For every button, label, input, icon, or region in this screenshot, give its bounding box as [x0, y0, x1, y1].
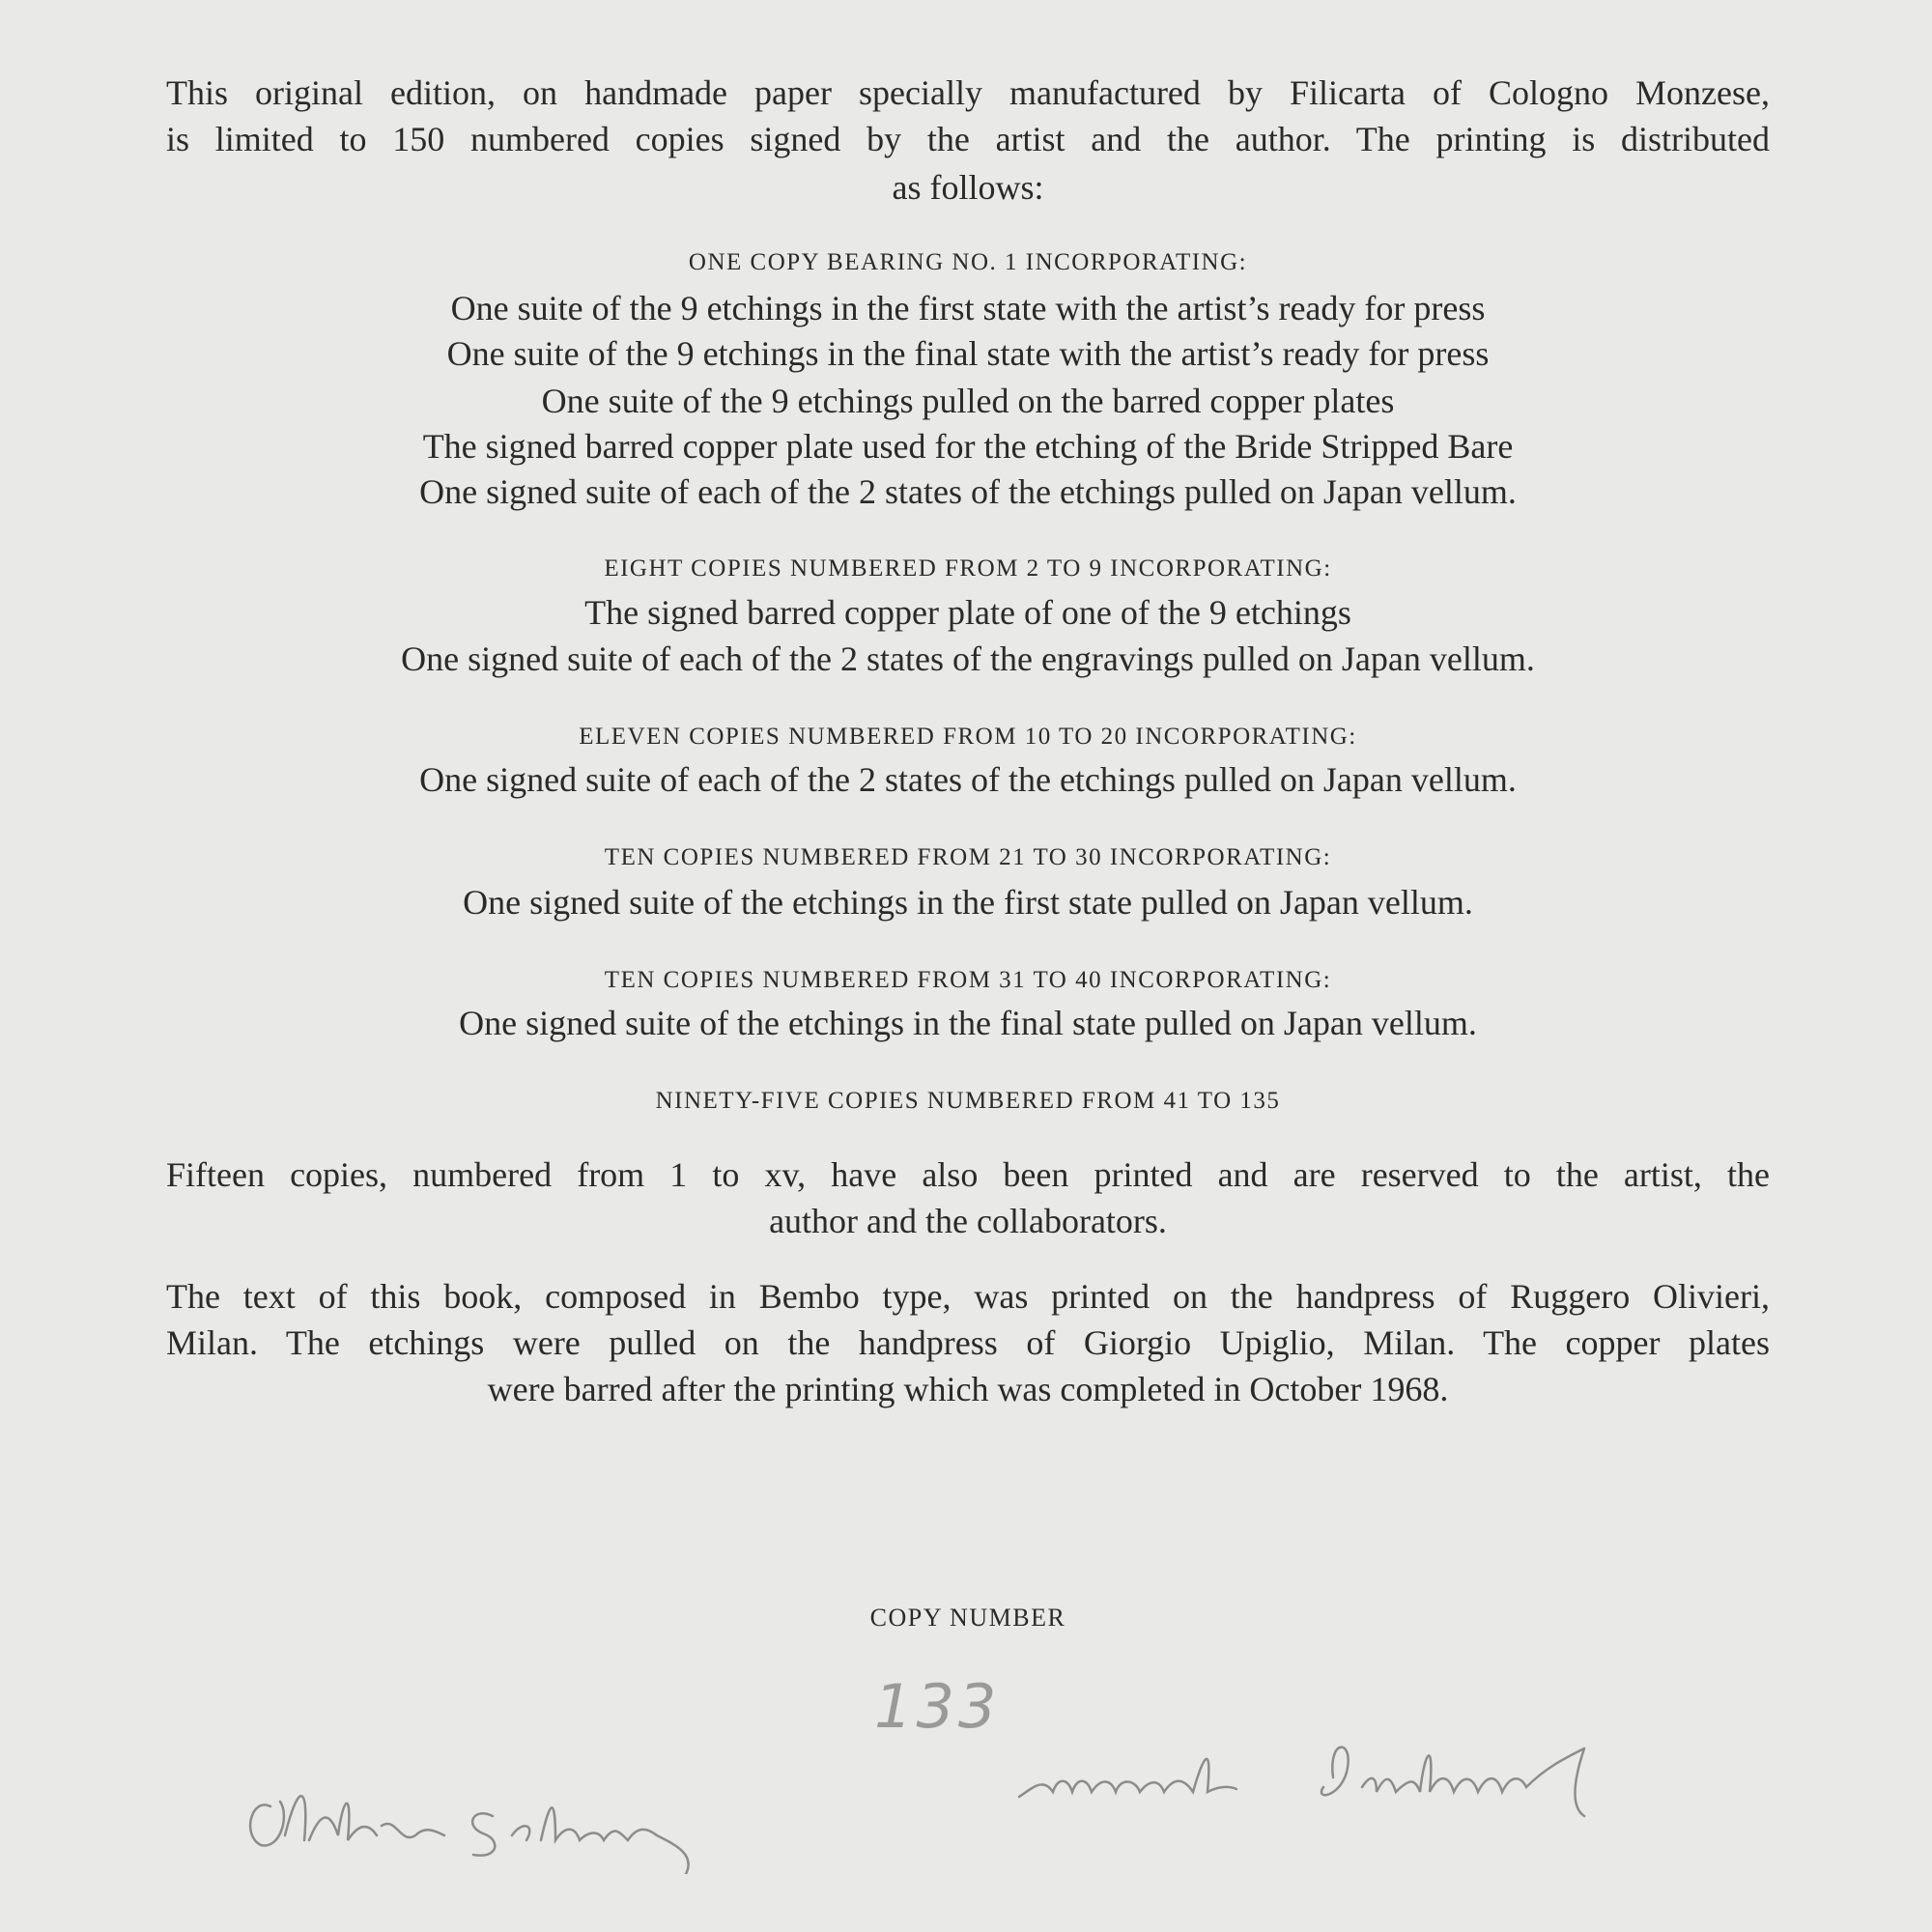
text-line: One signed suite of each of the 2 states of the etchings pulled on Japan vellum. [419, 760, 1517, 799]
copy-number-label: COPY NUMBER [869, 1604, 1066, 1632]
text-line: is limited to 150 numbered copies signed by the artist and the author. The printing is distributed [166, 120, 1770, 158]
text-line: author and the collaborators. [769, 1202, 1167, 1240]
signature-duchamp [1005, 1719, 1816, 1826]
text-line: One suite of the 9 etchings in the final state with the artist’s ready for press [446, 334, 1490, 373]
text-line: were barred after the printing which was completed in October 1968. [487, 1370, 1449, 1408]
text-line: The signed barred copper plate of one of the 9 etchings [584, 593, 1351, 632]
section-heading: EIGHT COPIES NUMBERED FROM 2 TO 9 INCORPORATING: [604, 555, 1332, 582]
text-line: This original edition, on handmade paper specially manufactured by Filicarta of Cologno Monzese, [166, 73, 1770, 112]
text-line: The signed barred copper plate used for the etching of the Bride Stripped Bare [422, 427, 1514, 466]
text-line: One signed suite of each of the 2 states of the etchings pulled on Japan vellum. [419, 472, 1517, 511]
section-heading: TEN COPIES NUMBERED FROM 31 TO 40 INCORPORATING: [604, 967, 1332, 993]
text-line: One signed suite of the etchings in the final state pulled on Japan vellum. [459, 1004, 1477, 1042]
text-line: One suite of the 9 etchings in the first state with the artist’s ready for press [450, 289, 1486, 327]
text-line: One signed suite of each of the 2 states of the engravings pulled on Japan vellum. [401, 639, 1535, 678]
text-line: One suite of the 9 etchings pulled on the barred copper plates [541, 382, 1395, 420]
text-line: Milan. The etchings were pulled on the handpress of Giorgio Upiglio, Milan. The copper plates [166, 1323, 1770, 1362]
signature-schwarz [232, 1758, 811, 1874]
section-heading: ONE COPY BEARING NO. 1 INCORPORATING: [688, 249, 1248, 275]
text-line: Fifteen copies, numbered from 1 to xv, have also been printed and are reserved to the artist, the [166, 1155, 1770, 1194]
copy-number-handwritten: 133 [874, 1671, 1001, 1742]
text-line: One signed suite of the etchings in the first state pulled on Japan vellum. [463, 883, 1473, 922]
section-heading: ELEVEN COPIES NUMBERED FROM 10 TO 20 INCORPORATING: [579, 724, 1357, 750]
section-heading: NINETY-FIVE COPIES NUMBERED FROM 41 TO 135 [655, 1088, 1281, 1114]
text-line: as follows: [892, 168, 1044, 207]
section-heading: TEN COPIES NUMBERED FROM 21 TO 30 INCORPORATING: [604, 844, 1332, 870]
text-line: The text of this book, composed in Bembo type, was printed on the handpress of Ruggero Olivieri, [166, 1277, 1770, 1316]
